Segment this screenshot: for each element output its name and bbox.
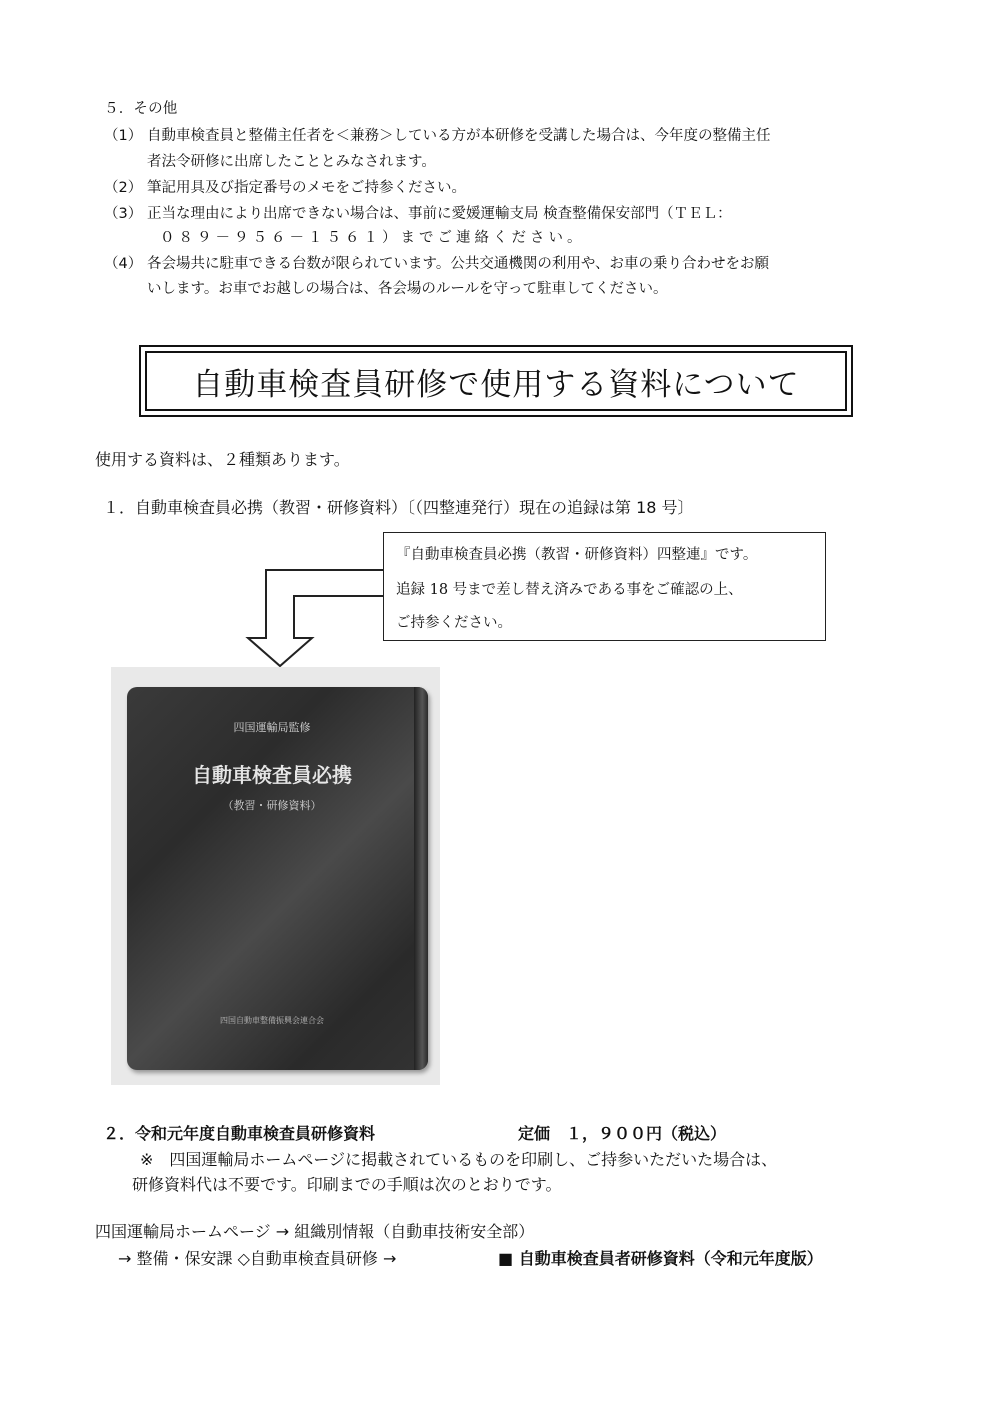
book-photo — [111, 667, 440, 1085]
material2-heading: ２．令和元年度自動車検査員研修資料 — [103, 1124, 376, 1143]
item-text: 筆記用具及び指定番号のメモをご持参ください。 — [147, 180, 466, 196]
item-number: （3） — [104, 206, 143, 222]
title-inner-border — [145, 351, 847, 411]
callout-line: 『自動車検査員必携（教習・研修資料）四整連』です。 — [396, 547, 758, 563]
callout-line: 追録 18 号まで差し替え済みである事をご確認の上、 — [396, 582, 743, 598]
nav-path-target: ■ 自動車検査員者研修資料（令和元年度版） — [498, 1249, 823, 1268]
title-box — [139, 345, 853, 417]
intro-text: 使用する資料は、２種類あります。 — [95, 450, 350, 469]
item-text: 正当な理由により出席できない場合は、事前に愛媛運輸支局 検査整備保安部門（ＴＥＬ： — [147, 206, 732, 222]
book-supervision-label: 四国運輸局監修 — [233, 721, 311, 734]
item-text: 自動車検査員と整備主任者を＜兼務＞している方が本研修を受講した場合は、今年度の整備主任 — [147, 128, 771, 144]
book-cover — [127, 687, 428, 1070]
item-text: いします。お車でお越しの場合は、各会場のルールを守って駐車してください。 — [147, 281, 668, 297]
item-number: （2） — [104, 180, 143, 196]
nav-path: → 整備・保安課 ◇自動車検査員研修 → — [118, 1249, 397, 1268]
nav-path: 四国運輸局ホームページ → 組織別情報（自動車技術安全部） — [95, 1222, 535, 1241]
item-text: ０８９－９５６－１５６１）までご連絡ください。 — [160, 230, 586, 246]
item-text: 者法令研修に出席したこととみなされます。 — [147, 154, 436, 170]
callout-line: ご持参ください。 — [396, 615, 512, 631]
book-spine — [414, 687, 428, 1070]
item-number: （4） — [104, 256, 143, 272]
down-arrow-icon — [240, 568, 385, 670]
section-heading: ５．その他 — [104, 101, 178, 117]
material2-price: 定価 １，９００円（税込） — [518, 1124, 727, 1143]
book-subtitle: （教習・研修資料） — [222, 799, 322, 812]
item-number: （1） — [104, 128, 143, 144]
book-publisher: 四国自動車整備振興会連合会 — [220, 1016, 324, 1025]
book-title: 自動車検査員必携 — [192, 763, 352, 787]
material2-note: ※ 四国運輸局ホームページに掲載されているものを印刷し、ご持参いただいた場合は、 — [140, 1150, 778, 1169]
material1-heading: １．自動車検査員必携（教習・研修資料）〔（四整連発行）現在の追録は第 18 号〕 — [103, 498, 694, 517]
page-title: 自動車検査員研修で使用する資料について — [192, 366, 800, 402]
callout-box — [383, 532, 826, 641]
material2-note: 研修資料代は不要です。印刷までの手順は次のとおりです。 — [132, 1175, 562, 1194]
item-text: 各会場共に駐車できる台数が限られています。公共交通機関の利用や、お車の乗り合わせをお願 — [147, 256, 770, 272]
